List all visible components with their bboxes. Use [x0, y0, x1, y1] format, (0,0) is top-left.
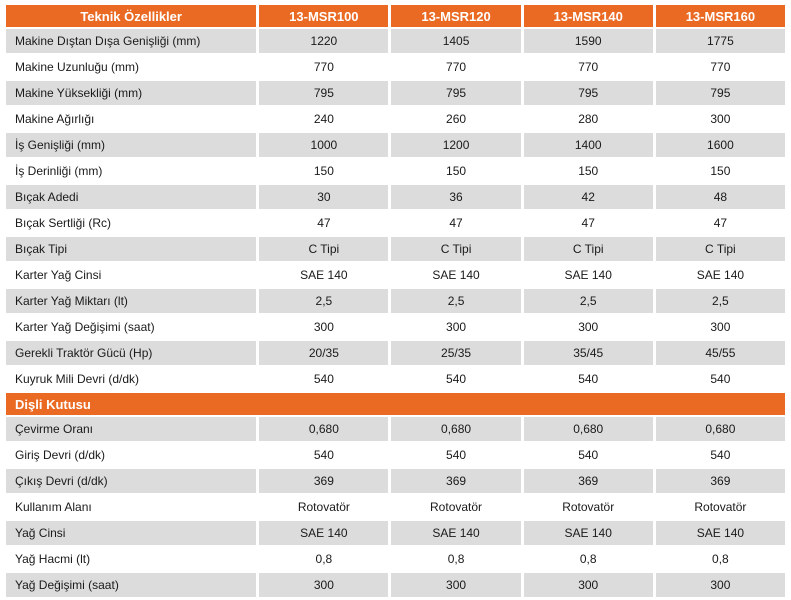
cell-value: 260: [391, 107, 520, 131]
table-row: [6, 133, 785, 157]
cell-value: 1405: [391, 29, 520, 53]
row-label: Karter Yağ Cinsi: [6, 263, 256, 287]
row-label: Kullanım Alanı: [6, 495, 256, 519]
cell-value: 48: [656, 185, 785, 209]
row-label: İş Genişliği (mm): [6, 133, 256, 157]
cell-value: 42: [524, 185, 653, 209]
cell-value: SAE 140: [391, 263, 520, 287]
table-row: [6, 29, 785, 53]
cell-value: 300: [656, 315, 785, 339]
table-row: [6, 547, 785, 571]
cell-value: 0,680: [391, 417, 520, 441]
cell-value: 1000: [259, 133, 388, 157]
cell-value: 1400: [524, 133, 653, 157]
cell-value: 1775: [656, 29, 785, 53]
cell-value: 280: [524, 107, 653, 131]
cell-value: 2,5: [259, 289, 388, 313]
cell-value: SAE 140: [656, 521, 785, 545]
cell-value: 240: [259, 107, 388, 131]
spec-table: [3, 3, 788, 599]
row-label: Yağ Hacmi (lt): [6, 547, 256, 571]
gearbox-section-title: Dişli Kutusu: [6, 393, 785, 415]
cell-value: 540: [391, 443, 520, 467]
model-header: 13-MSR160: [656, 5, 785, 27]
cell-value: 0,8: [524, 547, 653, 571]
table-row: [6, 185, 785, 209]
cell-value: 770: [524, 55, 653, 79]
cell-value: 300: [391, 315, 520, 339]
cell-value: 795: [259, 81, 388, 105]
cell-value: 0,680: [524, 417, 653, 441]
cell-value: 20/35: [259, 341, 388, 365]
cell-value: 1600: [656, 133, 785, 157]
table-row: [6, 495, 785, 519]
row-label: Makine Dıştan Dışa Genişliği (mm): [6, 29, 256, 53]
table-row: [6, 211, 785, 235]
row-label: Kuyruk Mili Devri (d/dk): [6, 367, 256, 391]
row-label: Gerekli Traktör Gücü (Hp): [6, 341, 256, 365]
row-label: İş Derinliği (mm): [6, 159, 256, 183]
row-label: Çıkış Devri (d/dk): [6, 469, 256, 493]
cell-value: 300: [656, 107, 785, 131]
cell-value: 300: [391, 573, 520, 597]
cell-value: 300: [524, 573, 653, 597]
gearbox-body: [6, 417, 785, 597]
table-row: [6, 443, 785, 467]
cell-value: SAE 140: [391, 521, 520, 545]
row-label: Karter Yağ Miktarı (lt): [6, 289, 256, 313]
cell-value: 795: [391, 81, 520, 105]
cell-value: Rotovatör: [524, 495, 653, 519]
cell-value: 0,8: [656, 547, 785, 571]
cell-value: 300: [259, 573, 388, 597]
cell-value: 540: [391, 367, 520, 391]
cell-value: SAE 140: [524, 263, 653, 287]
table-row: [6, 573, 785, 597]
table-row: [6, 469, 785, 493]
model-header: 13-MSR100: [259, 5, 388, 27]
row-label: Giriş Devri (d/dk): [6, 443, 256, 467]
cell-value: 770: [391, 55, 520, 79]
table-header-row: [6, 5, 785, 27]
cell-value: 540: [259, 443, 388, 467]
cell-value: 369: [656, 469, 785, 493]
cell-value: 369: [259, 469, 388, 493]
cell-value: C Tipi: [524, 237, 653, 261]
cell-value: 36: [391, 185, 520, 209]
row-label: Makine Uzunluğu (mm): [6, 55, 256, 79]
cell-value: C Tipi: [656, 237, 785, 261]
model-header: 13-MSR120: [391, 5, 520, 27]
cell-value: 540: [524, 367, 653, 391]
cell-value: 540: [259, 367, 388, 391]
cell-value: 540: [656, 443, 785, 467]
cell-value: 47: [391, 211, 520, 235]
cell-value: 0,680: [656, 417, 785, 441]
table-row: [6, 263, 785, 287]
cell-value: 35/45: [524, 341, 653, 365]
table-row: [6, 159, 785, 183]
table-row: [6, 81, 785, 105]
cell-value: SAE 140: [656, 263, 785, 287]
cell-value: 150: [259, 159, 388, 183]
cell-value: SAE 140: [524, 521, 653, 545]
table-row: [6, 341, 785, 365]
row-label: Makine Yüksekliği (mm): [6, 81, 256, 105]
row-label: Bıçak Adedi: [6, 185, 256, 209]
cell-value: 540: [656, 367, 785, 391]
cell-value: 47: [656, 211, 785, 235]
table-row: [6, 107, 785, 131]
cell-value: 0,8: [259, 547, 388, 571]
row-label: Bıçak Sertliği (Rc): [6, 211, 256, 235]
row-label: Yağ Değişimi (saat): [6, 573, 256, 597]
cell-value: 0,680: [259, 417, 388, 441]
table-row: [6, 289, 785, 313]
cell-value: 150: [391, 159, 520, 183]
specs-body: [6, 29, 785, 391]
cell-value: 47: [524, 211, 653, 235]
cell-value: 2,5: [391, 289, 520, 313]
table-row: [6, 315, 785, 339]
cell-value: 795: [656, 81, 785, 105]
cell-value: 45/55: [656, 341, 785, 365]
table-row: [6, 55, 785, 79]
cell-value: SAE 140: [259, 521, 388, 545]
cell-value: Rotovatör: [656, 495, 785, 519]
cell-value: C Tipi: [259, 237, 388, 261]
header-title: Teknik Özellikler: [6, 5, 256, 27]
cell-value: 369: [391, 469, 520, 493]
row-label: Karter Yağ Değişimi (saat): [6, 315, 256, 339]
cell-value: 300: [524, 315, 653, 339]
cell-value: 795: [524, 81, 653, 105]
cell-value: 2,5: [656, 289, 785, 313]
cell-value: 369: [524, 469, 653, 493]
cell-value: 300: [259, 315, 388, 339]
table-row: [6, 237, 785, 261]
cell-value: 47: [259, 211, 388, 235]
cell-value: 300: [656, 573, 785, 597]
row-label: Bıçak Tipi: [6, 237, 256, 261]
cell-value: 1220: [259, 29, 388, 53]
table-row: [6, 367, 785, 391]
row-label: Makine Ağırlığı: [6, 107, 256, 131]
cell-value: 150: [656, 159, 785, 183]
row-label: Yağ Cinsi: [6, 521, 256, 545]
cell-value: C Tipi: [391, 237, 520, 261]
section-header-row: [6, 393, 785, 415]
row-label: Çevirme Oranı: [6, 417, 256, 441]
cell-value: 770: [259, 55, 388, 79]
cell-value: 770: [656, 55, 785, 79]
table-row: [6, 521, 785, 545]
cell-value: Rotovatör: [259, 495, 388, 519]
cell-value: Rotovatör: [391, 495, 520, 519]
table-row: [6, 417, 785, 441]
cell-value: 2,5: [524, 289, 653, 313]
cell-value: 1590: [524, 29, 653, 53]
cell-value: SAE 140: [259, 263, 388, 287]
cell-value: 0,8: [391, 547, 520, 571]
cell-value: 150: [524, 159, 653, 183]
cell-value: 30: [259, 185, 388, 209]
cell-value: 1200: [391, 133, 520, 157]
model-header: 13-MSR140: [524, 5, 653, 27]
cell-value: 25/35: [391, 341, 520, 365]
cell-value: 540: [524, 443, 653, 467]
